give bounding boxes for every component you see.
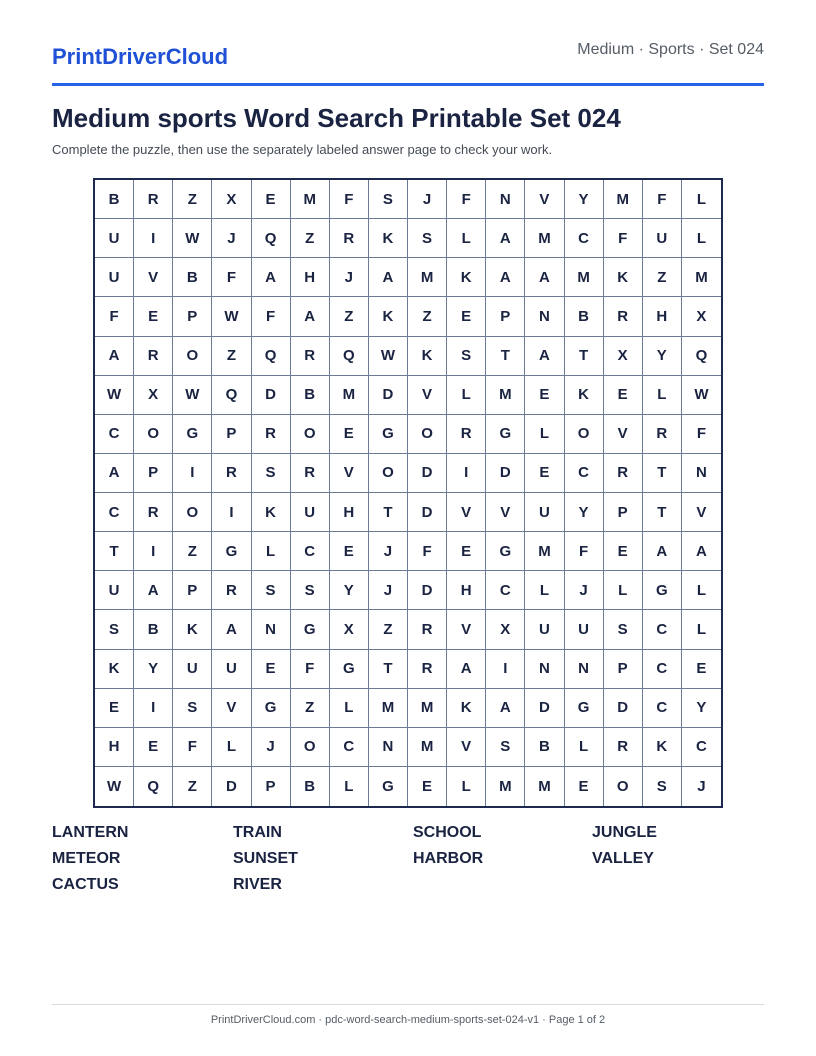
grid-cell: X [486,610,525,649]
grid-cell: M [604,180,643,219]
grid-cell: V [447,493,486,532]
grid-cell: G [369,415,408,454]
grid-cell: Y [134,650,173,689]
grid-cell: L [525,571,564,610]
grid-cell: P [173,297,212,336]
word-list-item: JUNGLE [592,824,657,841]
grid-cell: O [134,415,173,454]
page-footer: PrintDriverCloud.com · pdc-word-search-medium-sports-set-024-v1 · Page 1 of 2 [210,1014,606,1026]
grid-cell: Z [173,767,212,806]
grid-cell: L [330,689,369,728]
grid-cell: Q [682,337,721,376]
grid-cell: C [95,415,134,454]
grid-cell: H [330,493,369,532]
grid-cell: P [604,493,643,532]
grid-cell: E [682,650,721,689]
grid-cell: W [212,297,251,336]
grid-cell: R [252,415,291,454]
grid-cell: J [565,571,604,610]
grid-cell: E [447,297,486,336]
grid-cell: M [682,258,721,297]
grid-cell: A [682,532,721,571]
grid-cell: S [252,571,291,610]
grid-cell: Z [408,297,447,336]
grid-cell: A [643,532,682,571]
grid-cell: R [408,610,447,649]
grid-cell: R [604,454,643,493]
grid-cell: H [643,297,682,336]
grid-cell: G [486,415,525,454]
grid-cell: F [408,532,447,571]
grid-cell: U [525,493,564,532]
grid-cell: I [212,493,251,532]
grid-cell: L [565,728,604,767]
grid-cell: P [486,297,525,336]
footer-divider [52,1004,764,1005]
grid-cell: V [604,415,643,454]
grid-cell: W [173,219,212,258]
grid-cell: O [291,728,330,767]
grid-cell: R [604,297,643,336]
grid-cell: O [408,415,447,454]
grid-cell: Z [173,180,212,219]
grid-cell: S [252,454,291,493]
grid-cell: V [134,258,173,297]
grid-cell: C [565,454,604,493]
grid-cell: M [525,219,564,258]
grid-cell: B [134,610,173,649]
grid-cell: J [330,258,369,297]
grid-cell: R [643,415,682,454]
grid-cell: Y [565,180,604,219]
grid-cell: A [134,571,173,610]
grid-cell: F [565,532,604,571]
word-list-item: VALLEY [592,850,654,867]
grid-cell: M [408,689,447,728]
grid-cell: T [369,493,408,532]
grid-cell: L [447,219,486,258]
grid-cell: X [134,376,173,415]
grid-cell: Z [369,610,408,649]
grid-cell: M [565,258,604,297]
grid-cell: T [565,337,604,376]
grid-cell: Z [212,337,251,376]
grid-cell: S [643,767,682,806]
grid-cell: M [291,180,330,219]
grid-cell: E [330,415,369,454]
grid-cell: K [447,258,486,297]
grid-cell: Z [330,297,369,336]
word-list-item: TRAIN [233,824,282,841]
grid-cell: A [95,337,134,376]
word-list-item: HARBOR [413,850,484,867]
word-search-grid [93,178,723,808]
page-subtitle: Complete the puzzle, then use the separately labeled answer page to check your work. [52,142,553,157]
grid-cell: L [252,532,291,571]
grid-cell: I [134,689,173,728]
grid-cell: N [486,180,525,219]
grid-cell: U [95,258,134,297]
grid-cell: K [447,689,486,728]
grid-cell: X [330,610,369,649]
grid-cell: W [682,376,721,415]
grid-cell: N [525,297,564,336]
grid-cell: A [291,297,330,336]
grid-cell: D [369,376,408,415]
grid-cell: G [173,415,212,454]
grid-cell: A [212,610,251,649]
grid-cell: I [134,219,173,258]
grid-cell: V [682,493,721,532]
grid-cell: L [604,571,643,610]
grid-cell: L [525,415,564,454]
grid-cell: L [447,376,486,415]
grid-cell: Y [330,571,369,610]
grid-cell: P [173,571,212,610]
grid-cell: E [252,180,291,219]
grid-cell: J [369,571,408,610]
grid-cell: R [447,415,486,454]
grid-cell: O [604,767,643,806]
grid-cell: G [565,689,604,728]
grid-cell: G [643,571,682,610]
grid-cell: E [134,297,173,336]
grid-cell: D [408,454,447,493]
word-list-item: SCHOOL [413,824,482,841]
grid-cell: N [682,454,721,493]
grid-cell: T [643,493,682,532]
grid-cell: F [252,297,291,336]
grid-cell: U [525,610,564,649]
grid-cell: R [212,454,251,493]
grid-cell: D [408,493,447,532]
grid-cell: K [369,219,408,258]
grid-cell: S [291,571,330,610]
grid-cell: T [486,337,525,376]
grid-cell: M [330,376,369,415]
grid-cell: S [95,610,134,649]
grid-cell: X [682,297,721,336]
grid-cell: V [525,180,564,219]
grid-cell: G [291,610,330,649]
grid-cell: Z [291,219,330,258]
grid-cell: X [212,180,251,219]
grid-cell: Y [643,337,682,376]
grid-cell: B [95,180,134,219]
grid-cell: O [173,493,212,532]
grid-cell: M [525,767,564,806]
grid-cell: U [95,571,134,610]
grid-cell: P [252,767,291,806]
grid-cell: K [173,610,212,649]
grid-cell: K [369,297,408,336]
grid-cell: L [682,219,721,258]
grid-cell: R [408,650,447,689]
grid-cell: C [565,219,604,258]
grid-cell: I [134,532,173,571]
grid-cell: A [486,689,525,728]
grid-cell: K [565,376,604,415]
grid-cell: D [408,571,447,610]
grid-cell: V [486,493,525,532]
grid-cell: F [212,258,251,297]
grid-cell: M [369,689,408,728]
grid-cell: A [95,454,134,493]
grid-cell: B [565,297,604,336]
grid-cell: D [604,689,643,728]
grid-cell: F [604,219,643,258]
grid-cell: O [291,415,330,454]
grid-cell: F [173,728,212,767]
grid-cell: Z [291,689,330,728]
grid-cell: U [173,650,212,689]
grid-cell: W [369,337,408,376]
grid-cell: Y [565,493,604,532]
grid-cell: C [643,689,682,728]
grid-cell: S [486,728,525,767]
grid-cell: O [565,415,604,454]
grid-cell: C [95,493,134,532]
grid-cell: F [330,180,369,219]
grid-cell: C [643,610,682,649]
grid-cell: V [330,454,369,493]
grid-cell: V [447,610,486,649]
grid-cell: B [525,728,564,767]
grid-cell: M [486,767,525,806]
grid-cell: F [291,650,330,689]
breadcrumb: Medium · Sports · Set 024 [577,41,764,58]
grid-cell: D [525,689,564,728]
grid-cell: H [291,258,330,297]
grid-cell: W [95,767,134,806]
grid-cell: S [447,337,486,376]
grid-cell: M [525,532,564,571]
grid-cell: R [212,571,251,610]
grid-cell: Q [212,376,251,415]
grid-cell: E [565,767,604,806]
grid-cell: A [525,258,564,297]
grid-cell: L [212,728,251,767]
brand-logo[interactable]: PrintDriverCloud [52,44,229,69]
grid-cell: L [682,610,721,649]
grid-cell: D [252,376,291,415]
grid-cell: E [252,650,291,689]
grid-cell: Z [173,532,212,571]
grid-cell: L [682,571,721,610]
grid-cell: K [252,493,291,532]
grid-cell: F [447,180,486,219]
grid-cell: R [134,493,173,532]
word-list-item: LANTERN [52,824,129,841]
grid-cell: U [643,219,682,258]
grid-cell: B [173,258,212,297]
word-list-item: RIVER [233,876,282,893]
grid-cell: Q [330,337,369,376]
grid-cell: R [291,454,330,493]
grid-cell: A [369,258,408,297]
page-header [52,38,764,86]
grid-cell: A [525,337,564,376]
grid-cell: P [134,454,173,493]
grid-cell: W [173,376,212,415]
grid-cell: F [95,297,134,336]
grid-cell: W [95,376,134,415]
grid-cell: R [134,180,173,219]
grid-cell: T [95,532,134,571]
grid-cell: N [252,610,291,649]
grid-cell: M [486,376,525,415]
grid-cell: G [369,767,408,806]
grid-cell: M [408,728,447,767]
grid-cell: G [486,532,525,571]
grid-cell: U [95,219,134,258]
grid-cell: Z [643,258,682,297]
grid-cell: E [604,532,643,571]
grid-cell: A [486,258,525,297]
grid-cell: O [173,337,212,376]
grid-cell: E [408,767,447,806]
grid-cell: Y [682,689,721,728]
grid-cell: K [408,337,447,376]
word-list-item: METEOR [52,850,121,867]
grid-cell: C [682,728,721,767]
grid-cell: E [525,454,564,493]
grid-cell: R [134,337,173,376]
grid-cell: N [525,650,564,689]
grid-cell: B [291,376,330,415]
grid-cell: C [330,728,369,767]
grid-cell: U [565,610,604,649]
grid-cell: Q [252,219,291,258]
grid-cell: P [212,415,251,454]
grid-cell: I [486,650,525,689]
grid-cell: V [212,689,251,728]
word-list-item: SUNSET [233,850,298,867]
grid-cell: V [447,728,486,767]
grid-cell: E [95,689,134,728]
grid-cell: A [447,650,486,689]
grid-cell: Q [252,337,291,376]
grid-cell: S [604,610,643,649]
grid-cell: A [252,258,291,297]
grid-cell: E [134,728,173,767]
grid-cell: J [212,219,251,258]
grid-cell: N [369,728,408,767]
grid-cell: L [643,376,682,415]
grid-cell: H [447,571,486,610]
grid-cell: C [486,571,525,610]
grid-cell: N [565,650,604,689]
grid-cell: R [291,337,330,376]
grid-cell: I [447,454,486,493]
grid-cell: K [95,650,134,689]
grid-cell: O [369,454,408,493]
grid-cell: S [369,180,408,219]
grid-cell: B [291,767,330,806]
grid-cell: S [408,219,447,258]
grid-cell: L [330,767,369,806]
grid-cell: F [643,180,682,219]
grid-cell: J [408,180,447,219]
grid-cell: D [212,767,251,806]
grid-cell: C [643,650,682,689]
grid-cell: L [682,180,721,219]
grid-cell: R [604,728,643,767]
grid-cell: U [212,650,251,689]
grid-cell: E [525,376,564,415]
page-title: Medium sports Word Search Printable Set 024 [52,103,621,133]
grid-cell: K [604,258,643,297]
grid-cell: G [330,650,369,689]
grid-cell: G [252,689,291,728]
grid-cell: L [447,767,486,806]
grid-cell: S [173,689,212,728]
grid-cell: R [330,219,369,258]
grid-cell: I [173,454,212,493]
grid-cell: A [486,219,525,258]
grid-cell: J [697,777,706,795]
word-list-item: CACTUS [52,876,119,893]
grid-cell: V [408,376,447,415]
grid-cell: U [291,493,330,532]
grid-cell: T [369,650,408,689]
grid-cell: F [682,415,721,454]
grid-cell: E [447,532,486,571]
header-divider [52,83,764,86]
grid-cell: E [604,376,643,415]
grid-cell: E [330,532,369,571]
grid-cell: Q [134,767,173,806]
grid-cell: M [408,258,447,297]
grid-cell: X [604,337,643,376]
grid-cell: D [486,454,525,493]
grid-cell: C [291,532,330,571]
grid-cell: P [604,650,643,689]
grid-cell: H [95,728,134,767]
grid-cell: G [212,532,251,571]
grid-cell: T [643,454,682,493]
grid-cell: K [643,728,682,767]
grid-cell: J [369,532,408,571]
grid-cell: J [252,728,291,767]
